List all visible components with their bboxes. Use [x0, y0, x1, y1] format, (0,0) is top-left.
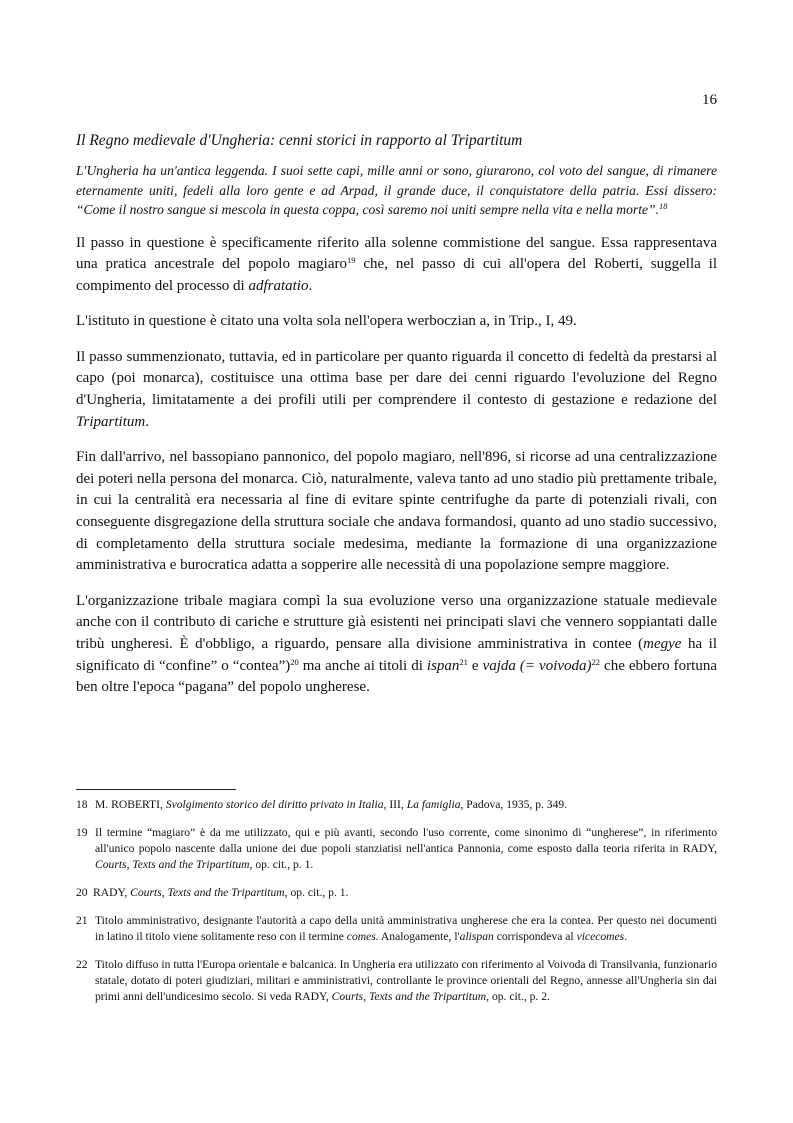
footnote-text	[95, 797, 717, 813]
epigraph	[76, 161, 717, 220]
footnote-number: 20	[76, 886, 88, 899]
hungarian-term: alispan	[459, 930, 494, 943]
hungarian-term: megye	[643, 636, 682, 652]
footnote-separator	[76, 789, 236, 790]
footnote-text-part: , op. cit., p. 2.	[486, 990, 550, 1003]
footnote-text-part: Il termine “magiaro” è da me utilizzato, qui e più avanti, secondo l'uso corrente, come sinonimo di “ungherese”, in riferimento all'unico popolo nascente dalla unione dei due popoli stanziatisi nell'antica Pannonia, come esposto dalla teoria riferita in RADY,	[95, 826, 717, 855]
footnote-text-part: Titolo amministrativo, designante l'autorità a capo della unità amministrativa ungherese che era la contea. Per questo nei documenti in latino il titolo viene solitamente reso con il termine	[95, 914, 717, 943]
footnote-text-part: , op. cit., p. 1.	[284, 886, 349, 899]
footnote-20	[76, 885, 717, 901]
paragraph-3	[76, 347, 717, 433]
footnote-text-part: Analogamente, l'	[378, 930, 460, 943]
footnote-ref-22: 22	[591, 656, 601, 667]
footnotes	[76, 797, 717, 1017]
footnote-text	[95, 957, 717, 1005]
paragraph-5	[76, 591, 717, 699]
paragraph-2: L'istituto in questione è citato una volta sola nell'opera werboczian a, in Trip., I, 49.	[76, 313, 577, 330]
latin-term: adfratatio	[248, 277, 309, 294]
cited-title: Courts, Texts and the Tripartitum	[130, 886, 285, 899]
latin-term: comes.	[346, 930, 379, 943]
paragraph-text: ha il significato di “confine” o “contea”)	[76, 636, 717, 674]
hungarian-term: vajda (= voivoda)	[482, 657, 592, 674]
hungarian-term: ispan	[426, 657, 460, 674]
footnote-text	[93, 885, 717, 901]
footnote-ref-21: 21	[459, 656, 468, 667]
page-number: 16	[702, 92, 717, 108]
footnote-text-part: , III,	[383, 798, 407, 811]
latin-term: vicecomes	[576, 930, 625, 943]
footnote-number: 21	[76, 914, 88, 927]
footnote-ref-18: 18	[658, 201, 668, 211]
footnote-ref-20: 20	[290, 656, 299, 667]
footnote-number: 22	[76, 958, 88, 971]
footnote-text-part: Titolo diffuso in tutta l'Europa orientale e balcanica. In Ungheria era utilizzato con riferimento al Voivoda di Transilvania, funzionario statale, dotato di poteri giudiziari, militari e amministrativi, controllante le province orientali del Regno, annesse all'Ungheria sin dai primi anni dell'undicesimo secolo. Si veda RADY,	[95, 958, 717, 1003]
footnote-text-part: RADY,	[93, 886, 131, 899]
footnote-text-part: , Padova, 1935, p. 349.	[460, 798, 568, 811]
paragraph-text: che ebbero fortuna ben oltre l'epoca “pagana” del popolo ungherese.	[76, 657, 717, 696]
epigraph-text: L'Ungheria ha un'antica leggenda. I suoi sette capi, mille anni or sono, giurarono, col voto del sangue, di rimanere eternamente uniti, fedeli alla loro gente e ad Arpad, il grande duce, il conquistatore della patria. Essi dissero: “Come il nostro sangue si mescola in questa coppa, così saremo noi uniti sempre nella vita e nella morte”.	[76, 163, 717, 217]
paragraph-text: e	[467, 657, 483, 674]
paragraph-text: che, nel passo di cui all'opera del Roberti, suggella il compimento del processo di	[76, 256, 717, 294]
paragraph-1	[76, 233, 717, 298]
cited-title: Courts, Texts and the Tripartitum	[95, 858, 250, 871]
main-text	[76, 132, 717, 713]
paragraph-text: Il passo in questione è specificamente riferito alla solenne commistione del sangue. Essa rappresentava una pratica ancestrale del popolo magiaro	[76, 234, 717, 273]
cited-title: La famiglia	[406, 798, 461, 811]
footnote-text	[95, 825, 717, 873]
footnote-text-part: .	[624, 930, 628, 943]
paragraph-4: Fin dall'arrivo, nel bassopiano pannonico, del popolo magiaro, nell'896, si ricorse ad una centralizzazione dei poteri nella persona del monarca. Ciò, naturalmente, valeva tanto ad uno stadio più prettamente tribale, in cui la centralità era necessaria al fine di evitare spinte centrifughe da parte di potenziali rivali, con conseguente disgregazione della struttura sociale che andava formandosi, quanto ad uno stadio successivo, di completamento della struttura sociale medesima, mediante la formazione di una organizzazione amministrativa e burocratica adatta a sopperire alle necessità di una popolazione sempre maggiore.	[76, 449, 717, 574]
footnote-number: 18	[76, 798, 88, 811]
footnote-19	[76, 825, 717, 873]
paragraph-text: Il passo summenzionato, tuttavia, ed in particolare per quanto riguarda il concetto di fedeltà da prestarsi al capo (poi monarca), costituisce una ottima base per dare dei cenni riguardo l'evoluzione del Regno d'Ungheria, limitatamente a dei profili utili per comprendere il contesto di gestazione e redazione del	[76, 348, 717, 409]
footnote-number: 19	[76, 826, 88, 839]
paragraph-text: ma anche ai titoli di	[298, 657, 427, 674]
section-heading: Il Regno medievale d'Ungheria: cenni storici in rapporto al Tripartitum	[76, 132, 523, 149]
footnote-22	[76, 957, 717, 1005]
paragraph-text: L'organizzazione tribale magiara compì la sua evoluzione verso una organizzazione statuale medievale anche con il contributo di cariche e strutture già esistenti nei principati slavi che vennero soppiantati dalle tribù ungheresi. È d'obbligo, a riguardo, pensare alla divisione amministrativa in contee (	[76, 592, 717, 652]
footnote-21	[76, 913, 717, 945]
work-title: Tripartitum	[76, 413, 146, 430]
footnote-text	[95, 913, 717, 945]
footnote-ref-19: 19	[347, 255, 356, 266]
cited-title: Svolgimento storico del diritto privato in Italia	[165, 798, 384, 811]
paragraph-text: .	[308, 277, 313, 294]
footnote-18	[76, 797, 717, 813]
footnote-text-part: , op. cit., p. 1.	[249, 858, 314, 871]
footnote-text-part: corrispondeva al	[493, 930, 577, 943]
paragraph-text: .	[145, 413, 149, 430]
cited-title: Courts, Texts and the Tripartitum	[331, 990, 487, 1003]
footnote-text-part: M. ROBERTI,	[95, 798, 166, 811]
